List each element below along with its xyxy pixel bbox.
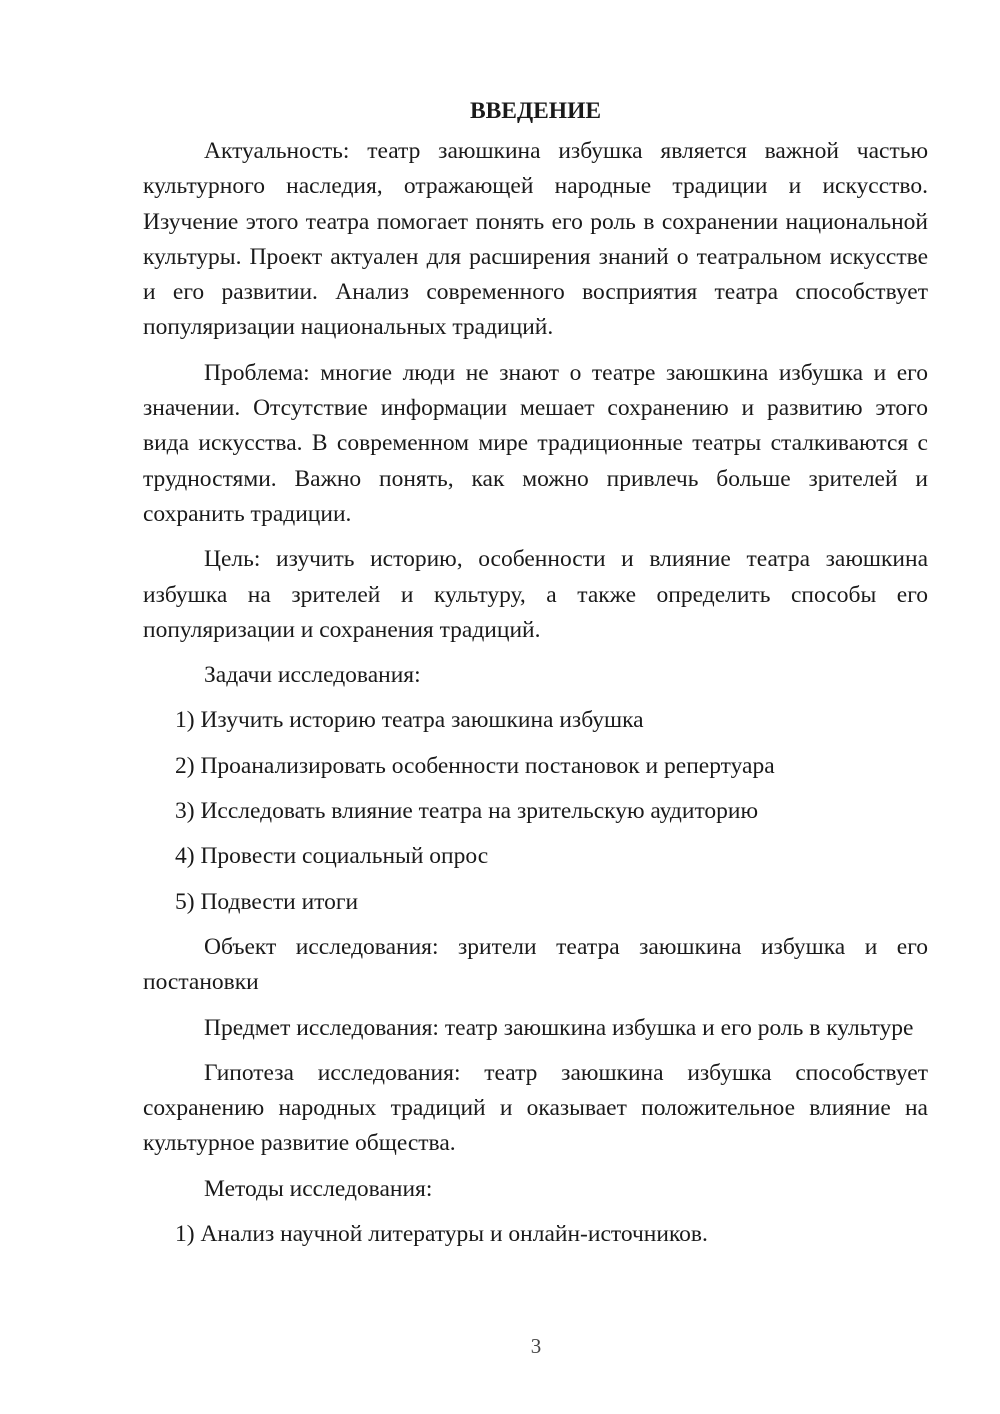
tasks-heading: Задачи исследования: (204, 662, 421, 689)
methods-heading: Методы исследования: (204, 1175, 433, 1202)
list-item: 5) Подвести итоги (175, 888, 359, 915)
page-content (143, 94, 928, 1262)
object-paragraph: Объект исследования: зрители театра заюшкина избушка и его постановки (143, 933, 928, 996)
tasks-list (143, 703, 928, 919)
goal-paragraph: Цель: изучить историю, особенности и влияние театра заюшкина избушка на зрителей и культуру, а также определить способы его популяризации и сохранения традиций. (143, 546, 928, 643)
list-item: 4) Провести социальный опрос (175, 843, 489, 870)
relevance-paragraph: Актуальность: театр заюшкина избушка является важной частью культурного наследия, отражающей народные традиции и искусство. Изучение этого театра помогает понять его роль в сохранении национальной культуры. Проект актуален для расширения знаний о театральном искусстве и его развитии. Анализ современного восприятия театра способствует популяризации национальных традиций. (143, 138, 928, 341)
methods-list (143, 1217, 928, 1252)
list-item: 3) Исследовать влияние театра на зрительскую аудиторию (175, 798, 759, 825)
hypothesis-paragraph: Гипотеза исследования: театр заюшкина избушка способствует сохранению народных традиций и оказывает положительное влияние на культурное развитие общества. (143, 1059, 928, 1157)
page-title: ВВЕДЕНИЕ (469, 98, 602, 124)
subject-paragraph: Предмет исследования: театр заюшкина избушка и его роль в культуре (204, 1014, 914, 1041)
list-item: 1) Анализ научной литературы и онлайн-источников. (175, 1221, 708, 1248)
list-item: 2) Проанализировать особенности постановок и репертуара (175, 752, 775, 779)
list-item: 1) Изучить историю театра заюшкина избушка (175, 707, 644, 734)
page-number: 3 (530, 1334, 542, 1358)
problem-paragraph: Проблема: многие люди не знают о театре заюшкина избушка и его значении. Отсутствие информации мешает сохранению и развитию этого вида искусства. В современном мире традиционные театры сталкиваются с трудностями. Важно понять, как можно привлечь больше зрителей и сохранить традиции. (143, 359, 928, 527)
